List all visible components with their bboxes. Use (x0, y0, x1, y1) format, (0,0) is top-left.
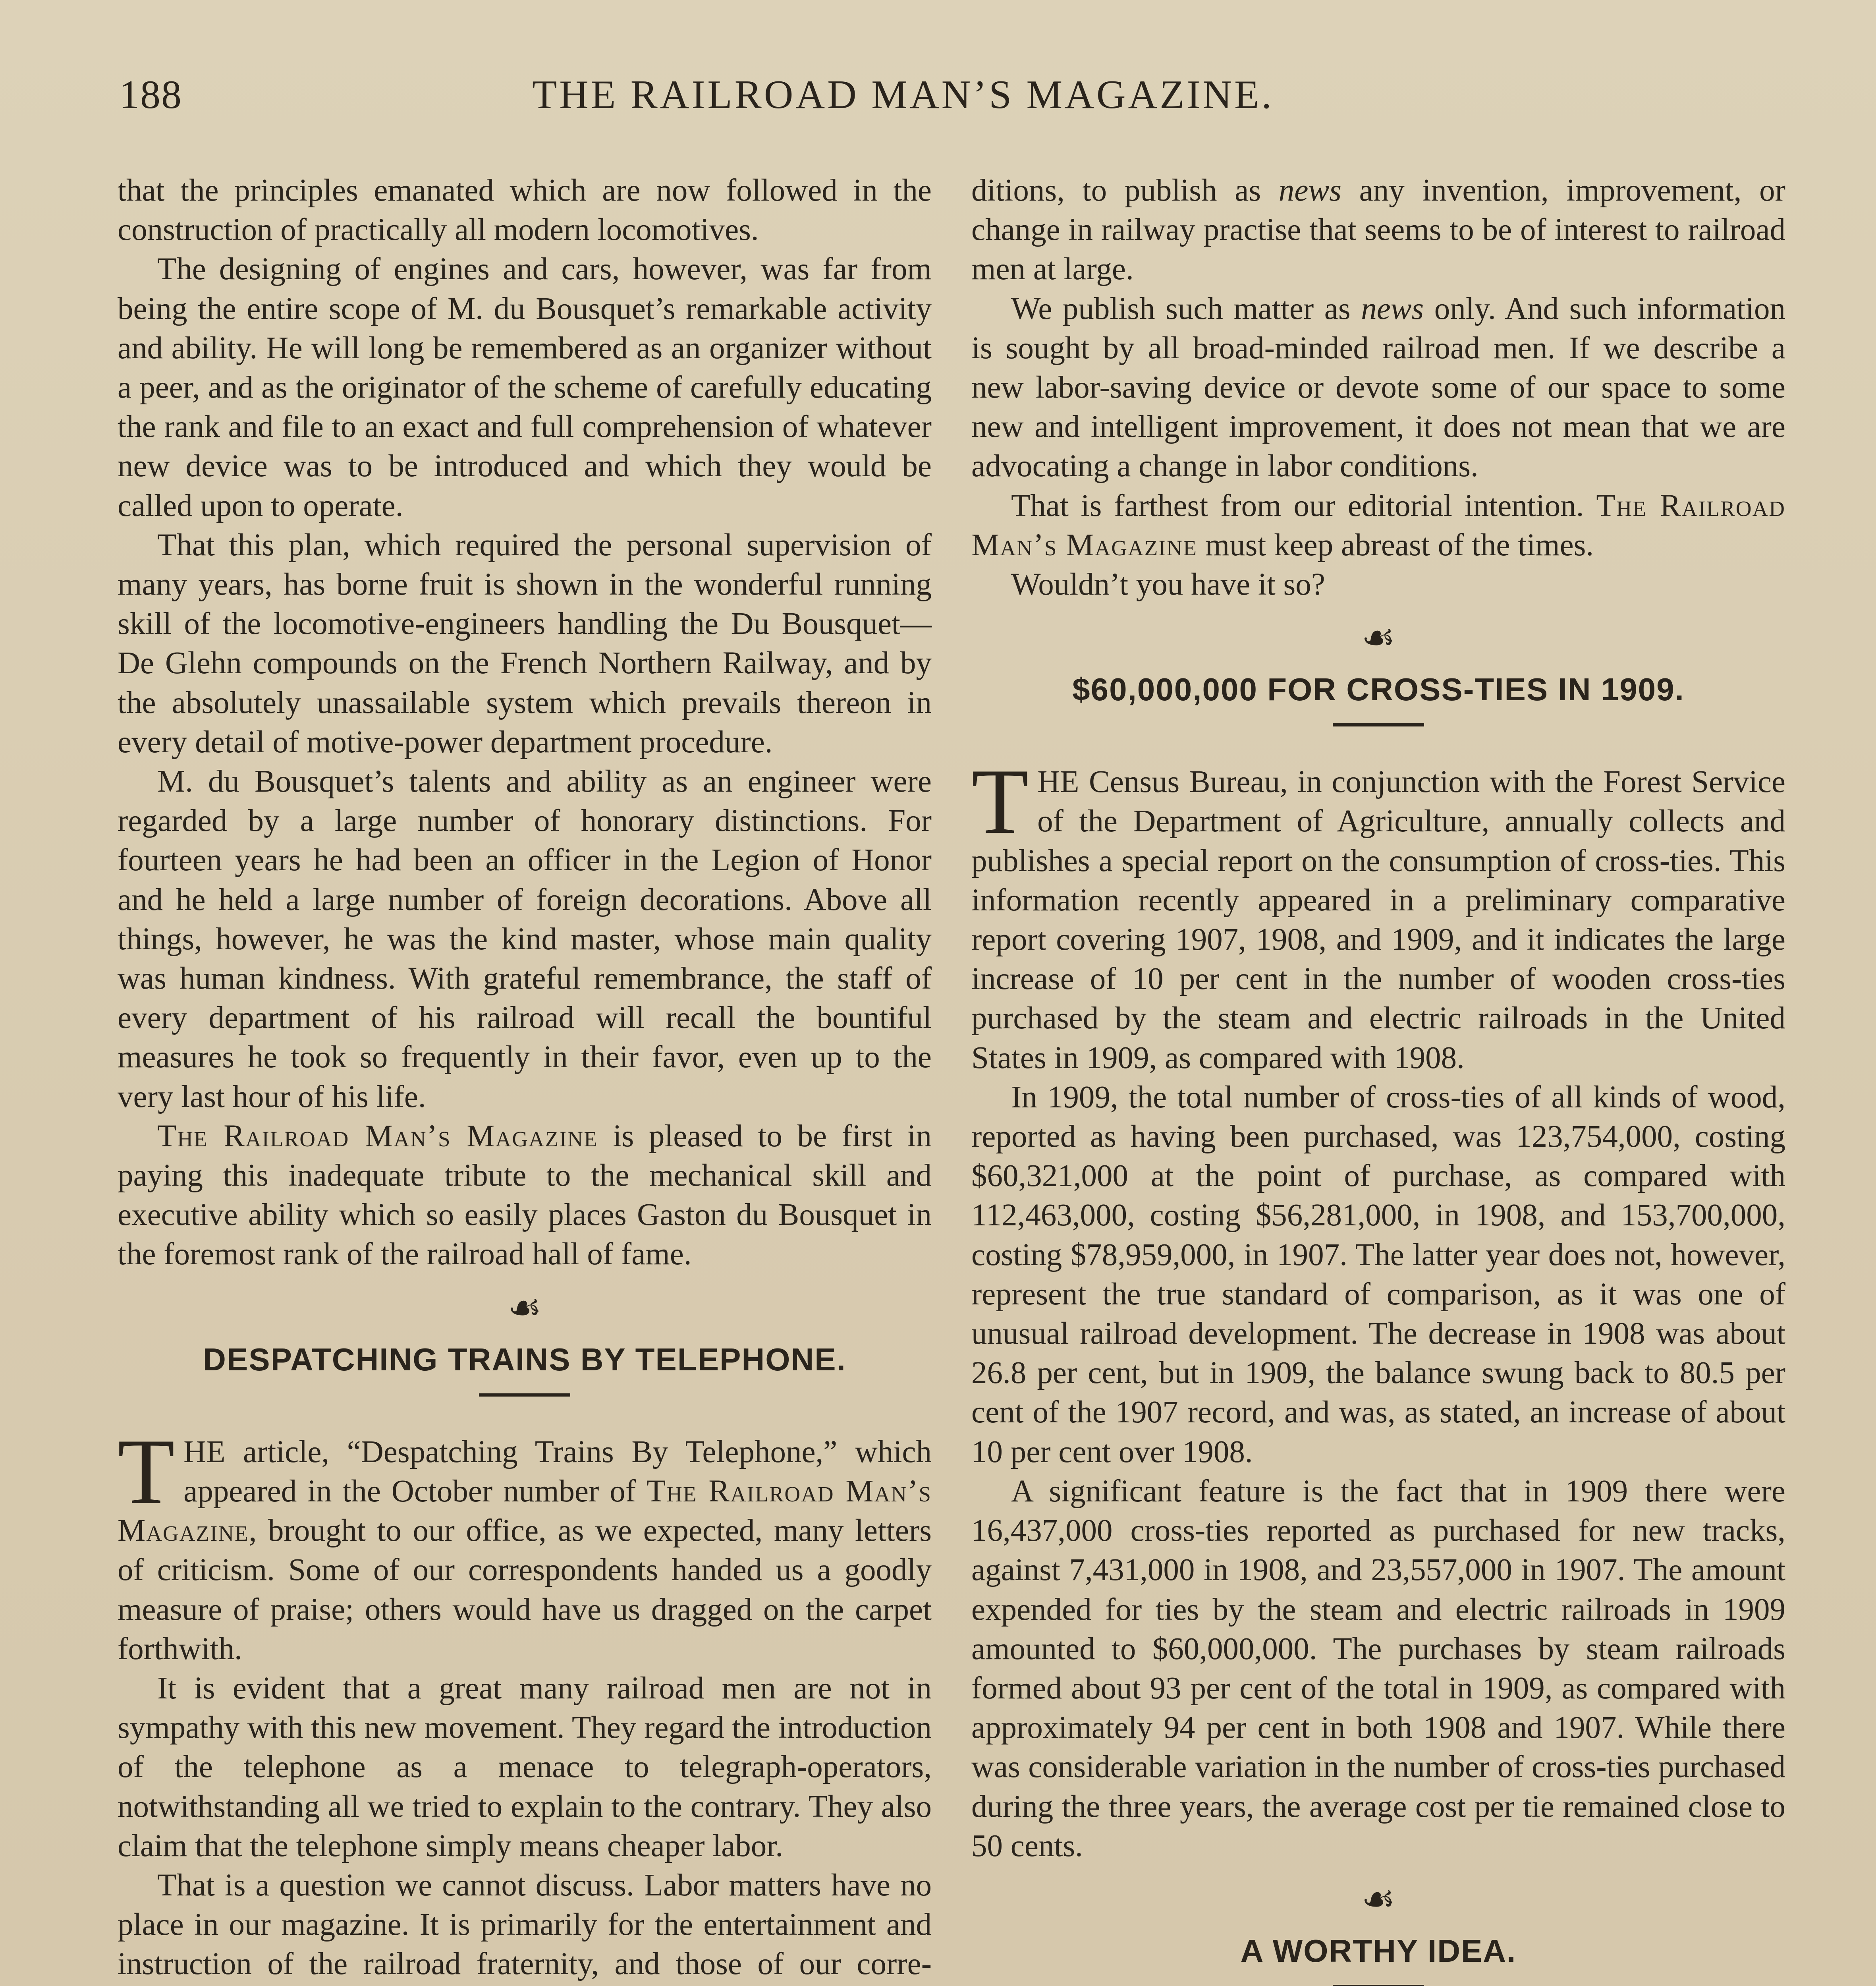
right-column (971, 171, 1785, 1986)
paragraph-text: That is farthest from our editorial intention. (1011, 488, 1596, 523)
lead-paragraph (971, 750, 1785, 1078)
paragraph: that the principles emanated which are now followed in the construction of practically all modern locomotives. (118, 173, 932, 247)
paragraph-text: any invention, improvement, or change in railway practise that seems to be of interest to railroad men at large. (971, 173, 1785, 287)
paragraph-text: We publish such matter as (1011, 291, 1361, 326)
drop-cap: T (971, 750, 1029, 854)
paragraph: A significant feature is the fact that in 1909 there were 16,437,000 cross-ties reported as purchased for new tracks, against 7,431,000 in 1908, and 23,557,000 in 1907. The amount expended for ties by the steam and electric railroads in 1909 amounted to $60,000,000. The purchases by steam railroads formed about 93 per cent of the total in 1909, as compared with approximately 94 per cent in both 1908 and 1907. While there was considerable variation in the number of cross-ties purchased during the three years, the average cost per tie remained close to 50 cents. (971, 1474, 1785, 1863)
ornament-icon: ☙ (1361, 1878, 1396, 1920)
paragraph: M. du Bousquet’s talents and ability as an engineer were regarded by a large number of honorary distinctions. For fourteen years he had been an officer in the Legion of Honor and he held a large number of foreign decorations. Above all things, however, he was the kind master, whose main quality was human kindness. With grateful remembrance, the staff of every department of his railroad will recall the bountiful measures he took so frequently in their favor, even up to the very last hour of his life. (118, 764, 932, 1114)
ornament-icon: ☙ (507, 1286, 542, 1329)
ornament-icon: ☙ (1361, 616, 1396, 659)
section-heading-worthy-idea: A WORTHY IDEA. (1240, 1933, 1517, 1969)
heading-rule (479, 1393, 570, 1397)
paragraph: In 1909, the total number of cross-ties of all kinds of wood, reported as having been purchased, was 123,754,000, costing $60,321,000 at the point of purchase, as compared with 112,463,000, costing $56,281,000, in 1908, and 153,700,000, costing $78,959,000, in 1907. The latter year does not, however, represent the true standard of comparison, as it was one of unusual railroad development. The decrease in 1908 was about 26.8 per cent, but in 1909, the balance swung back to 80.5 per cent of the 1907 record, and was, as stated, an increase of about 10 per cent over 1908. (971, 1080, 1785, 1469)
magazine-name: The Railroad Man’s Magazine (118, 1474, 932, 1548)
section-heading-despatching: DESPATCHING TRAINS BY TELEPHONE. (203, 1341, 846, 1377)
paragraph-text: ditions, to publish as (971, 173, 1279, 208)
paragraph: Wouldn’t you have it so? (1011, 567, 1325, 602)
paragraph: That this plan, which required the personal supervision of many years, has borne fruit is shown in the wonderful running skill of the locomotive-engineers handling the Du Bousquet—De Glehn compounds on the French Northern Railway, and by the absolutely unassailable system which prevails thereon in every detail of motive-power department procedure. (118, 527, 932, 759)
heading-rule (1333, 723, 1424, 726)
continuation-paragraph (971, 171, 1785, 289)
tribute-paragraph (118, 1117, 932, 1274)
left-column (118, 171, 932, 1986)
paragraph (971, 486, 1785, 565)
paragraph-text: must keep abreast of the times. (1197, 527, 1594, 562)
section-heading-crossties: $60,000,000 FOR CROSS-TIES IN 1909. (1072, 672, 1685, 707)
italic-word: news (1361, 291, 1424, 326)
running-title: THE RAILROAD MAN’S MAGAZINE. (532, 72, 1274, 117)
paragraph-text: is pleased to be first in paying this inadequate tribute to the mechanical skill and executive ability which so easily places Gaston du Bousquet in the foremost rank of the railroad hall of fame. (118, 1119, 932, 1272)
paragraph-text: HE Census Bureau, in conjunction with the Forest Service of the Department of Agriculture, annually collects and publishes a special report on the consumption of cross-ties. This information recently appeared in a preliminary comparative report covering 1907, 1908, and 1909, and it indicates the large increase of 10 per cent in the number of wooden cross-ties purchased by the steam and electric railroads in the United States in 1909, as compared with 1908. (971, 765, 1785, 1075)
italic-word: news (1278, 173, 1341, 208)
drop-cap: T (118, 1420, 175, 1524)
page-number: 188 (119, 72, 182, 117)
page-header (119, 71, 1775, 135)
paragraph-text: , brought to our office, as we expected, many letters of criticism. Some of our correspondents handed us a goodly measure of praise; others would have us dragged on the carpet forthwith. (118, 1513, 932, 1666)
magazine-name: The Railroad Man’s Magazine (157, 1119, 598, 1153)
paragraph: The designing of engines and cars, however, was far from being the entire scope of M. du Bousquet’s remarkable activity and ability. He will long be remembered as an organizer without a peer, and as the originator of the scheme of carefully educating the rank and file to an exact and full comprehension of whatever new device was to be introduced and which they would be called upon to operate. (118, 252, 932, 523)
paragraph: That is a question we cannot discuss. Labor matters have no place in our magazine. It is primarily for the entertainment and instruction of the railroad fraternity, and those of our corre (118, 1868, 932, 1982)
paragraph-text: only. And such information is sought by all broad-minded railroad men. If we describe a new labor-saving device or devote some of our space to some new and intelligent improvement, it does not mean that we are advocating a change in labor conditions. (971, 291, 1786, 484)
paragraph (971, 289, 1785, 486)
paragraph-text: HE article, “Despatching Trains By Telephone,” which appeared in the October number of (183, 1434, 932, 1509)
paragraph: It is evident that a great many railroad men are not in sympathy with this new movement. They regard the introduction of the telephone as a menace to telegraph-operators, notwithstanding all we tried to explain to the contrary. They also claim that the telephone simply means cheaper labor. (118, 1671, 932, 1863)
magazine-name: The Railroad Man’s Magazine (971, 488, 1785, 562)
lead-paragraph (118, 1420, 932, 1669)
